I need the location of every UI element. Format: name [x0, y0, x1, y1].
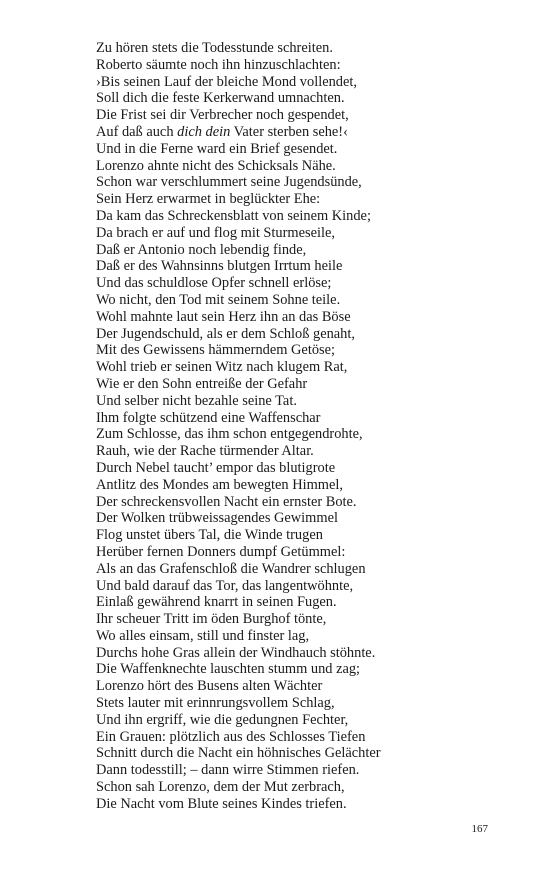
verse-line: Wie er den Sohn entreiße der Gefahr	[96, 375, 308, 392]
verse-line: Die Nacht vom Blute seines Kindes triefen.	[96, 795, 347, 812]
verse-line-emphasis: dich dein	[177, 123, 231, 140]
verse-line: Lorenzo hört des Busens alten Wächter	[96, 678, 323, 695]
verse-line: Ihm folgte schützend eine Waffenschar	[96, 409, 321, 426]
verse-line: Da brach er auf und flog mit Sturmeseile,	[96, 224, 335, 241]
verse-line: ›Bis seinen Lauf der bleiche Mond vollendet,	[96, 73, 357, 90]
verse-line: Antlitz des Mondes am bewegten Himmel,	[96, 476, 343, 493]
verse-line: Daß er Antonio noch lebendig finde,	[96, 241, 307, 258]
poem-text	[96, 40, 381, 813]
verse-line: Wohl mahnte laut sein Herz ihn an das Böse	[96, 308, 351, 325]
verse-line: Lorenzo ahnte nicht des Schicksals Nähe.	[96, 157, 336, 174]
verse-line: Schnitt durch die Nacht ein höhnisches Gelächter	[96, 745, 381, 762]
verse-line	[96, 124, 381, 141]
verse-line: Durchs hohe Gras allein der Windhauch stöhnte.	[96, 644, 376, 661]
page-number: 167	[471, 823, 488, 835]
verse-line: Die Frist sei dir Verbrecher noch gespendet,	[96, 107, 349, 124]
verse-line: Die Waffenknechte lauschten stumm und zag;	[96, 661, 361, 678]
verse-line: Mit des Gewissens hämmerndem Getöse;	[96, 342, 335, 359]
verse-line: Dann todesstill; – dann wirre Stimmen riefen.	[96, 762, 360, 779]
verse-line: Schon sah Lorenzo, dem der Mut zerbrach,	[96, 779, 345, 796]
verse-line-text: Auf daß auch	[96, 123, 178, 140]
verse-line: Zum Schlosse, das ihm schon entgegendrohte,	[96, 426, 363, 443]
verse-line: Flog unstet übers Tal, die Winde trugen	[96, 527, 323, 544]
verse-line: Ein Grauen: plötzlich aus des Schlosses Tiefen	[96, 728, 366, 745]
verse-line: Und selber nicht bezahle seine Tat.	[96, 392, 297, 409]
verse-line: Schon war verschlummert seine Jugendsünde,	[96, 174, 362, 191]
verse-line: Stets lauter mit erinnrungsvollem Schlag,	[96, 695, 335, 712]
verse-line: Als an das Grafenschloß die Wandrer schlugen	[96, 560, 366, 577]
verse-line: Wohl trieb er seinen Witz nach klugem Rat,	[96, 359, 348, 376]
verse-line: Und das schuldlose Opfer schnell erlöse;	[96, 275, 332, 292]
verse-line: Herüber fernen Donners dumpf Getümmel:	[96, 543, 346, 560]
verse-line: Durch Nebel taucht’ empor das blutigrote	[96, 459, 336, 476]
verse-line: Daß er des Wahnsinns blutgen Irrtum heile	[96, 258, 343, 275]
verse-line: Rauh, wie der Rache türmender Altar.	[96, 443, 314, 460]
verse-line-text: Vater sterben sehe!‹	[230, 123, 348, 140]
verse-line: Zu hören stets die Todesstunde schreiten.	[96, 40, 333, 56]
verse-line: Einlaß gewährend knarrt in seinen Fugen.	[96, 594, 337, 611]
verse-line: Ihr scheuer Tritt im öden Burghof tönte,	[96, 611, 327, 628]
verse-line: Und in die Ferne ward ein Brief gesendet.	[96, 140, 338, 157]
verse-line: Und ihn ergriff, wie die gedungnen Fechter,	[96, 711, 349, 728]
verse-line: Roberto säumte noch ihn hinzuschlachten:	[96, 56, 341, 73]
verse-line: Der Wolken trübweissagendes Gewimmel	[96, 510, 338, 527]
verse-line: Und bald darauf das Tor, das langentwöhnte,	[96, 577, 354, 594]
verse-line: Sein Herz erwarmet in beglückter Ehe:	[96, 191, 321, 208]
verse-line: Der schreckensvollen Nacht ein ernster Bote.	[96, 493, 357, 510]
verse-line: Soll dich die feste Kerkerwand umnachten.	[96, 90, 345, 107]
verse-line: Wo alles einsam, still und finster lag,	[96, 627, 310, 644]
verse-line: Da kam das Schreckensblatt von seinem Kinde;	[96, 207, 371, 224]
verse-line: Der Jugendschuld, als er dem Schloß genaht,	[96, 325, 355, 342]
verse-line: Wo nicht, den Tod mit seinem Sohne teile.	[96, 291, 341, 308]
